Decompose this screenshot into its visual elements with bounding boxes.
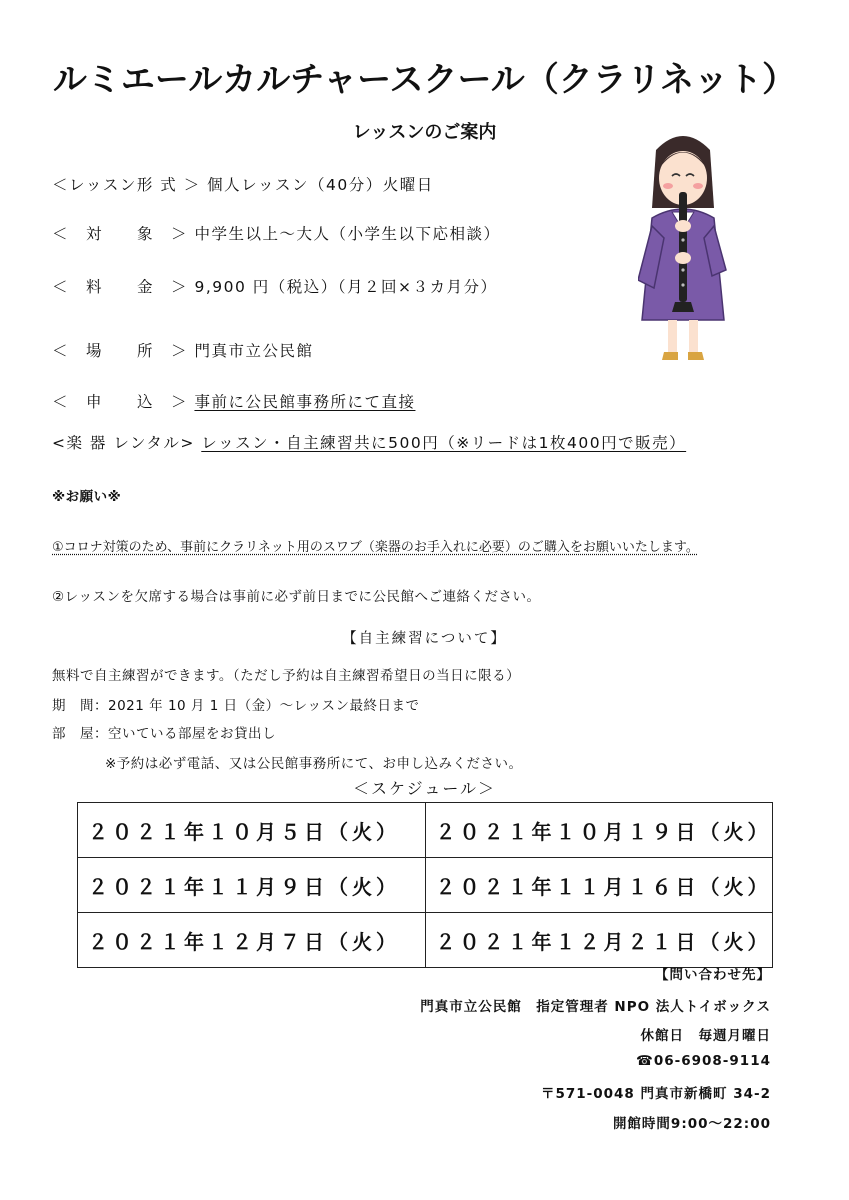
info-label: ＜ 場 所 ＞ [52,342,189,360]
schedule-date: ２０２１年１０月５日（火） [78,803,426,858]
practice-heading: 【自主練習について】 [342,631,507,647]
info-label: ＜ 対 象 ＞ [52,225,189,243]
schedule-heading: ＜スケジュール＞ [352,779,497,798]
info-label: ＜ 料 金 ＞ [52,278,189,296]
info-value: 中学生以上～大人（小学生以下応相談） [194,225,501,243]
info-label: ＜ 申 込 ＞ [52,393,189,411]
table-row [78,913,773,968]
info-target [52,222,500,244]
contact-closed: 休館日 毎週月曜日 [640,1028,771,1044]
contact-phone: ☎06-6908-9114 [636,1053,771,1069]
contact-address: 〒571-0048 門真市新橋町 34-2 [540,1086,771,1102]
info-place [52,339,313,361]
schedule-date: ２０２１年１１月９日（火） [78,858,426,913]
info-value: 門真市立公民館 [194,342,314,360]
info-fee [52,275,498,297]
info-value: 事前に公民館事務所にて直接 [194,393,416,411]
page-subtitle: レッスンのご案内 [352,122,497,143]
info-label: ＜レッスン形 式 ＞ [52,176,201,194]
info-rental [52,431,686,453]
info-application [52,390,415,412]
schedule-date: ２０２１年１０月１９日（火） [425,803,773,858]
contact-org: 門真市立公民館 指定管理者 NPO 法人トイボックス [420,999,771,1015]
schedule-date: ２０２１年１１月１６日（火） [425,858,773,913]
practice-period: 期 間：2021 年 10 月 1 日（金）～レッスン最終日まで [52,698,420,714]
practice-note: ※予約は必ず電話、又は公民館事務所にて、お申し込みください。 [105,756,523,772]
info-value: 9,900 円（税込）（月２回×３カ月分） [194,278,498,296]
request-item: ②レッスンを欠席する場合は事前に必ず前日までに公民館へご連絡ください。 [52,589,541,605]
info-value: レッスン・自主練習共に500円（※リードは1枚400円で販売） [201,434,687,452]
schedule-table [77,802,773,968]
practice-line: 無料で自主練習ができます。（ただし予約は自主練習希望日の当日に限る） [52,668,521,684]
contact-heading: 【問い合わせ先】 [655,967,771,983]
schedule-date: ２０２１年１２月７日（火） [78,913,426,968]
request-heading: ※お願い※ [52,489,122,505]
info-value: 個人レッスン（40分）火曜日 [207,176,434,194]
table-row [78,858,773,913]
info-label: <楽 器 レンタル> [52,434,195,452]
info-lesson-format [52,173,434,195]
practice-room: 部 屋：空いている部屋をお貸出し [52,726,276,742]
clarinet-player-illustration [638,130,728,365]
schedule-date: ２０２１年１２月２１日（火） [425,913,773,968]
table-row [78,803,773,858]
request-item: ①コロナ対策のため、事前にクラリネット用のスワブ（楽器のお手入れに必要）のご購入をお願いいたします。 [52,540,699,555]
contact-hours: 開館時間9:00～22:00 [612,1116,771,1132]
page-title: ルミエールカルチャースクール（クラリネット） [52,60,797,100]
